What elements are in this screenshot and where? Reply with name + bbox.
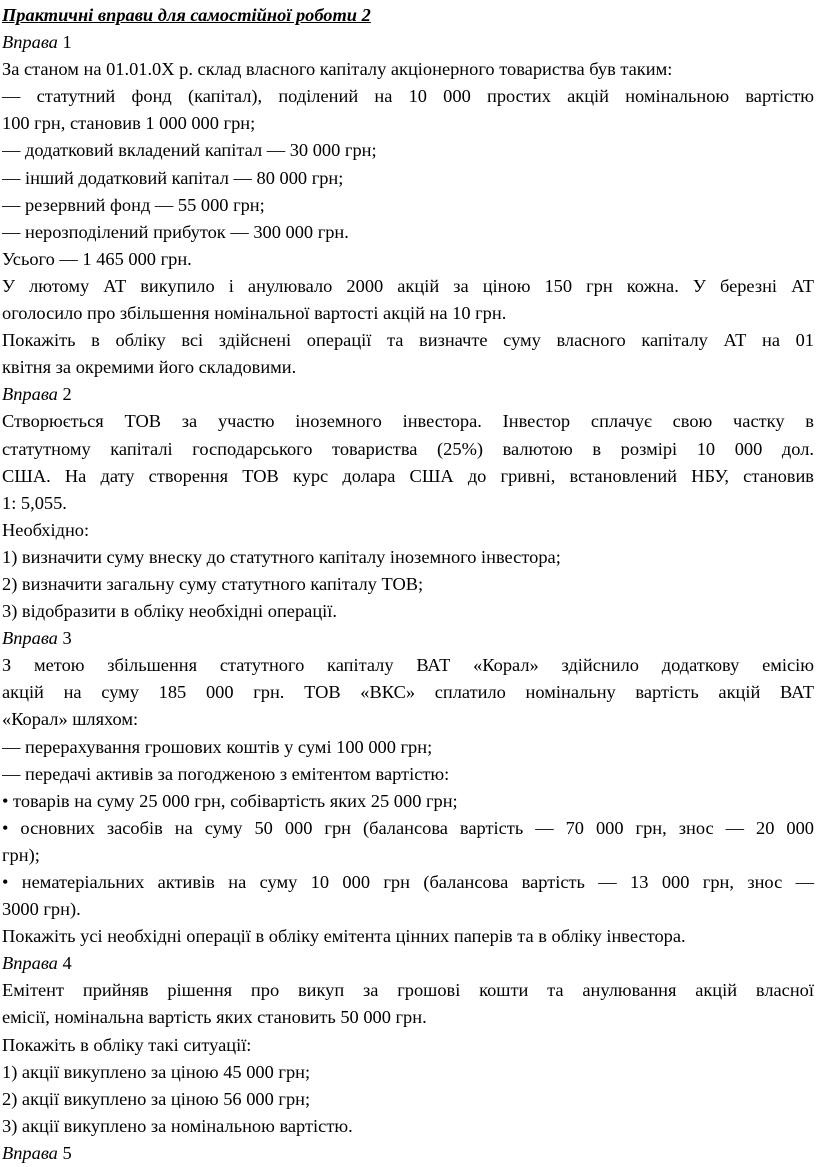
text-line: • товарів на суму 25 000 грн, собівартість яких 25 000 грн; [2, 790, 458, 811]
text-line: — передачі активів за погодженою з емітентом вартістю: [2, 763, 450, 784]
document-title: Практичні вправи для самостійної роботи 2 [2, 5, 371, 25]
exercise-1 [2, 29, 814, 381]
exercise-number: 4 [62, 953, 72, 974]
text-line: — нерозподілений прибуток — 300 000 грн. [2, 221, 349, 242]
text-line: — додатковий вкладений капітал — 30 000 грн; [2, 140, 377, 161]
text-line: — перерахування грошових коштів у сумі 100 000 грн; [2, 736, 433, 757]
text-line: Необхідно: [2, 519, 90, 540]
text-line: США. На дату створення ТОВ курс долара США до гривні, встановлений НБУ, становив [2, 465, 814, 486]
text-line: 3) акції викуплено за номінальною вартістю. [2, 1115, 353, 1136]
exercise-label: Вправа [2, 953, 58, 974]
text-line: «Корал» шляхом: [2, 709, 139, 730]
exercise-heading [2, 1140, 814, 1167]
text-line: 3) відобразити в обліку необхідні операції. [2, 601, 337, 622]
text-line: Покажіть в обліку всі здійснені операції та визначте суму власного капіталу АТ на 01 [2, 330, 814, 351]
text-line: Створюється ТОВ за участю іноземного інвестора. Інвестор сплачує свою частку в [2, 411, 814, 432]
text-line: 1) визначити суму внеску до статутного капіталу іноземного інвестора; [2, 546, 561, 567]
exercise-number: 5 [62, 1142, 72, 1163]
exercise-heading [2, 950, 814, 977]
text-line: Емітент прийняв рішення про викуп за грошові кошти та анулювання акцій власної [2, 980, 814, 1001]
text-line: — резервний фонд — 55 000 грн; [2, 194, 265, 215]
text-line: Покажіть усі необхідні операції в обліку емітента цінних паперів та в обліку інвестора. [2, 926, 686, 947]
text-line: квітня за окремими його складовими. [2, 357, 297, 378]
exercise-heading [2, 29, 814, 56]
text-line: З метою збільшення статутного капіталу ВАТ «Корал» здійснило додаткову емісію [2, 655, 814, 676]
exercise-4 [2, 950, 814, 1140]
exercise-number: 2 [62, 384, 72, 405]
exercise-label: Вправа [2, 384, 58, 405]
exercise-label: Вправа [2, 628, 58, 649]
text-line: Покажіть в обліку такі ситуації: [2, 1034, 252, 1055]
text-line: 1: 5,055. [2, 492, 67, 513]
exercise-5 [2, 1140, 814, 1167]
text-line: статутному капіталі господарського товариства (25%) валютою в розмірі 10 000 дол. [2, 438, 814, 459]
text-line: Усього — 1 465 000 грн. [2, 248, 192, 269]
text-line: грн); [2, 844, 40, 865]
text-line: емісії, номінальна вартість яких становить 50 000 грн. [2, 1007, 427, 1028]
text-line: 2) акції викуплено за ціною 56 000 грн; [2, 1088, 311, 1109]
exercise-label: Вправа [2, 1142, 58, 1163]
document-page [2, 2, 814, 1167]
text-line: — статутний фонд (капітал), поділений на 10 000 простих акцій номінальною вартістю [2, 86, 814, 107]
exercise-number: 3 [62, 628, 72, 649]
text-line: • нематеріальних активів на суму 10 000 грн (балансова вартість — 13 000 грн, знос — [2, 872, 814, 892]
text-line: оголосило про збільшення номінальної вартості акцій на 10 грн. [2, 303, 507, 324]
text-line: — інший додатковий капітал — 80 000 грн; [2, 167, 344, 188]
text-line: 3000 грн). [2, 899, 81, 920]
text-line: У лютому АТ викупило і анулювало 2000 акцій за ціною 150 грн кожна. У березні АТ [2, 275, 814, 296]
text-line: За станом на 01.01.0Х р. склад власного капіталу акціонерного товариства був таким: [2, 59, 673, 80]
exercise-label: Вправа [2, 32, 58, 53]
exercise-number: 1 [62, 32, 72, 53]
exercise-3 [2, 625, 814, 950]
exercise-heading [2, 381, 814, 408]
exercise-2 [2, 381, 814, 625]
text-line: акцій на суму 185 000 грн. ТОВ «ВКС» сплатило номінальну вартість акцій ВАТ [2, 682, 814, 703]
text-line: 1) акції викуплено за ціною 45 000 грн; [2, 1061, 311, 1082]
text-line: • основних засобів на суму 50 000 грн (балансова вартість — 70 000 грн, знос — 20 000 [2, 817, 814, 838]
text-line: 100 грн, становив 1 000 000 грн; [2, 113, 256, 134]
text-line: 2) визначити загальну суму статутного капіталу ТОВ; [2, 573, 424, 594]
exercise-heading [2, 625, 814, 652]
